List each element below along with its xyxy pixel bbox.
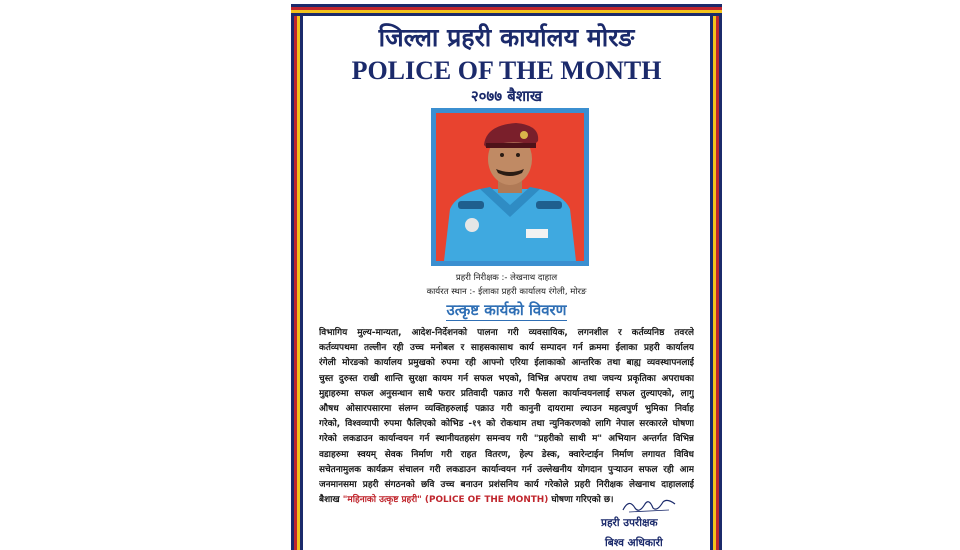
office-title: जिल्ला प्रहरी कार्यालय मोरङ (378, 23, 635, 52)
border-stripe-right-navy (719, 4, 722, 550)
officer-photo (436, 113, 584, 261)
citation-line: सचेतनामुलक कार्यक्रम संचालन गरी लकडाउन कार्यान्वयन गर्न उल्लेखनीय योगदान पुर्‍याउन सफल रही आम (319, 464, 694, 475)
citation-line: वडाहरुमा स्वयम् सेवक निर्माण गरी राहत वितरण, हेल्प डेस्क, क्वारेन्टाईन निर्माण लगायत विविध (319, 449, 694, 460)
citation-line: रंगेली मोरङको कार्यालय प्रमुखको रुपमा रही आफ्नो एरिया ईलाकाको आन्तरिक तथा बाह्य व्यवस्थापनलाई (319, 358, 694, 369)
police-of-the-month-poster (291, 4, 722, 550)
officer-work-place: कार्यरत स्थान :- ईलाका प्रहरी कार्यालय रंगेली, मोरङ (426, 287, 587, 297)
border-stripe-right-yellow (713, 4, 716, 550)
award-title: POLICE OF THE MONTH (351, 56, 662, 85)
citation-body (319, 326, 694, 508)
poster-content (305, 16, 708, 550)
section-heading (305, 300, 708, 320)
citation-line: गरेको लकडाउन कार्यान्वयन गर्न स्थानीयतहसंग समन्वय गरी "प्रहरीको साथी म" अभियान अन्तर्गत विभिन्न (319, 434, 694, 445)
citation-line: मुद्दाहरुमा सफल अनुसन्धान साथै फरार प्रतिवादी पक्राउ गरी फैसला कार्यान्वयनलाई सफल तुल्याएको, लागु (319, 388, 694, 399)
citation-line: चुस्त दुरुस्त राखी शान्ति सुरक्षा कायम गर्न सफल भएको, विभिन्न अपराध तथा जघन्य प्रकृतिका अपराधका (319, 373, 694, 384)
award-month: २०७७ बैशाख (470, 87, 543, 105)
border-stripe-right-red (716, 4, 719, 550)
section-heading-text: उत्कृष्ट कार्यको विवरण (446, 301, 567, 319)
citation-line: कर्तव्यपथमा तल्लीन रही उच्च मनोबल र साहसकासाथ कार्य सम्पादन गर्न क्रममा ईलाका प्रहरी कार्यालय (319, 343, 694, 354)
citation-last-suffix: घोषणा गरिएको छ। (548, 495, 614, 506)
border-stripe-right-navy-2 (710, 4, 713, 550)
signatory-name: बिश्व अधिकारी (605, 537, 663, 549)
citation-line: जनमानसमा प्रहरी संगठनको छवि उच्च बनाउन प्रशंसनिय कार्य गरेकोले प्रहरी निरीक्षक लेखनाथ दाहाललाई (319, 479, 694, 490)
signatory-title: प्रहरी उपरीक्षक (601, 517, 658, 529)
citation-line: गरेको, विश्वव्यापी रुपमा फैलिएको कोभिड -१९ को रोकथाम तथा न्युनिकरणको लागि नेपाल सरकारले घोषणा (319, 419, 694, 430)
officer-photo-frame (431, 108, 589, 266)
award-highlight: "महिनाको उत्कृष्ट प्रहरी" (POLICE OF THE MONTH) (342, 495, 549, 506)
citation-line: औषध ओसारपसारमा संलग्न व्यक्तिहरुलाई पक्राउ गरी कानुनी दायरामा ल्याउन महत्वपुर्ण भुमिका निर्वाह (319, 403, 694, 414)
officer-rank-name: प्रहरी निरीक्षक :- लेखनाथ दाहाल (455, 273, 558, 283)
citation-last-prefix: बैशाख (319, 495, 343, 506)
border-stripe-left-navy-2 (300, 4, 303, 550)
citation-line: विभागिय मुल्य-मान्यता, आदेश-निर्देशनको पालना गरी व्यवसायिक, लगनशील र कर्तव्यनिष्ठ तवरले (319, 328, 694, 338)
officer-portrait-icon (436, 113, 584, 261)
signature-scribble-icon (619, 496, 679, 516)
